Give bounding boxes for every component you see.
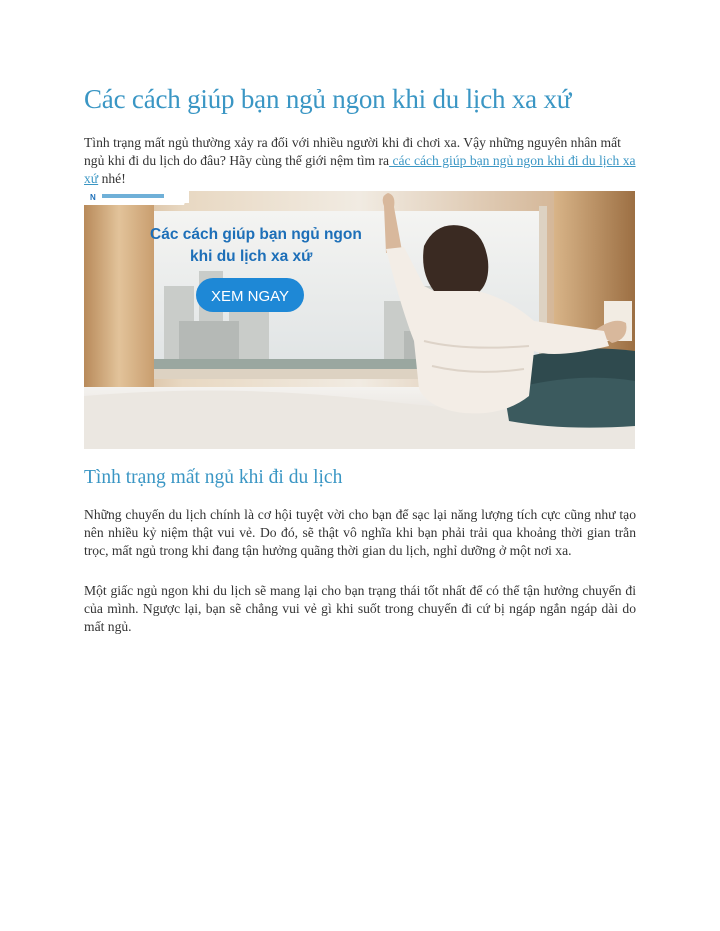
intro-paragraph [84, 134, 636, 188]
banner-headline-line2: khi du lịch xa xứ [190, 248, 313, 265]
article-link[interactable]: các cách giúp bạn ngủ ngon khi đi du lịch xa xứ [84, 153, 636, 186]
body-paragraph-2: Một giấc ngủ ngon khi du lịch sẽ mang lại cho bạn trạng thái tốt nhất để có thể tận hưởng chuyến đi của mình. Ngược lại, bạn sẽ chẳng vui vẻ gì khi suốt trong chuyến đi cứ bị ngáp ngắn ngáp dài do mất ngủ. [84, 583, 636, 635]
cta-button[interactable] [196, 278, 304, 312]
body-paragraph-1: Những chuyến du lịch chính là cơ hội tuyệt vời cho bạn để sạc lại năng lượng tích cực cũng như tạo nên nhiều kỷ niệm thật vui vẻ. Do đó, sẽ thật vô nghĩa khi bạn phải trải qua khoảng thời gian trằn trọc, mất ngủ trong khi đang tận hưởng quãng thời gian du lịch, nghỉ dưỡng ở một nơi xa. [84, 507, 636, 559]
banner-illustration [84, 191, 635, 449]
svg-text:N: N [90, 193, 96, 202]
page-title: Các cách giúp bạn ngủ ngon khi du lịch xa xứ [84, 84, 572, 114]
hero-banner-image[interactable] [84, 191, 635, 449]
intro-text-end: nhé! [98, 171, 126, 186]
section-heading: Tình trạng mất ngủ khi đi du lịch [84, 467, 343, 488]
intro-text: Tình trạng mất ngủ thường xảy ra đối với nhiều người khi đi chơi xa. Vậy những nguyên nhân mất ngủ khi đi du lịch do đâu? Hãy cùng thế giới nệm tìm ra [84, 135, 621, 168]
cta-label: XEM NGAY [210, 288, 290, 305]
banner-headline-line1: Các cách giúp bạn ngủ ngon [150, 226, 362, 243]
